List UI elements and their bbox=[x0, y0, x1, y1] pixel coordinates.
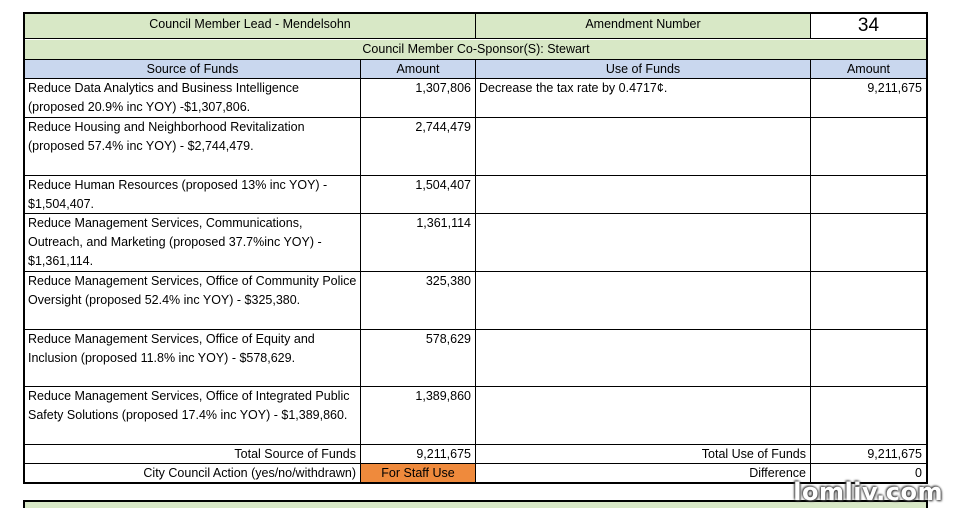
amount-cell: 1,361,114 bbox=[416, 216, 471, 230]
next-table-header bbox=[25, 502, 927, 508]
amount-cell: 1,389,860 bbox=[415, 389, 471, 403]
difference-value: 0 bbox=[915, 466, 922, 480]
use-cell: Decrease the tax rate by 0.4717¢. bbox=[479, 81, 668, 95]
source-cell: Reduce Management Services, Office of Equity and Inclusion (proposed 11.8% inc YOY) - $578,629. bbox=[28, 332, 315, 365]
col-header-use-amount-text: Amount bbox=[846, 62, 891, 76]
total-source-label: Total Source of Funds bbox=[234, 447, 356, 461]
council-lead-cell bbox=[25, 13, 475, 38]
source-cell: Reduce Data Analytics and Business Intelligence (proposed 20.9% inc YOY) -$1,307,806. bbox=[28, 81, 299, 114]
amendment-label-text: Amendment Number bbox=[585, 17, 701, 31]
col-header-use-text: Use of Funds bbox=[605, 62, 681, 76]
amount-cell: 1,307,806 bbox=[415, 81, 471, 95]
col-header-amount bbox=[361, 60, 475, 78]
amendment-number-cell bbox=[811, 13, 926, 38]
col-header-source bbox=[25, 60, 360, 78]
source-cell: Reduce Management Services, Office of Integrated Public Safety Solutions (proposed 17.4% inc YOY) - $1,389,860. bbox=[28, 389, 350, 422]
col-header-use-amount bbox=[811, 60, 926, 78]
amount-cell: 2,744,479 bbox=[415, 120, 471, 134]
amendment-number: 34 bbox=[857, 15, 880, 36]
source-cell: Reduce Management Services, Office of Community Police Oversight (proposed 52.4% inc YOY) - $325,380. bbox=[28, 274, 357, 307]
staff-use-cell[interactable]: For Staff Use bbox=[361, 464, 475, 482]
watermark-logo: lomliv.com bbox=[793, 478, 943, 506]
col-header-use bbox=[476, 60, 810, 78]
col-header-source-text: Source of Funds bbox=[146, 62, 239, 76]
amount-cell: 325,380 bbox=[425, 274, 471, 288]
total-use-label: Total Use of Funds bbox=[701, 447, 806, 461]
total-source-value: 9,211,675 bbox=[416, 447, 471, 461]
council-lead-text: Council Member Lead - Mendelsohn bbox=[149, 17, 351, 31]
cosponsor-cell bbox=[25, 40, 927, 59]
source-cell: Reduce Human Resources (proposed 13% inc YOY) - $1,504,407. bbox=[28, 178, 328, 211]
difference-label: Difference bbox=[749, 466, 806, 480]
total-use-value: 9,211,675 bbox=[867, 447, 922, 461]
council-action-label: City Council Action (yes/no/withdrawn) bbox=[143, 466, 356, 480]
source-cell: Reduce Housing and Neighborhood Revitalization (proposed 57.4% inc YOY) - $2,744,479. bbox=[28, 120, 305, 153]
amount-cell: 578,629 bbox=[425, 332, 471, 346]
amendment-label-cell bbox=[476, 13, 810, 38]
cosponsor-text: Council Member Co-Sponsor(S): Stewart bbox=[362, 42, 590, 56]
source-cell: Reduce Management Services, Communications, Outreach, and Marketing (proposed 37.7%inc YOY) - $1,361,114. bbox=[28, 216, 322, 268]
col-header-amount-text: Amount bbox=[396, 62, 440, 76]
use-amount-cell: 9,211,675 bbox=[867, 81, 922, 95]
amount-cell: 1,504,407 bbox=[415, 178, 471, 192]
